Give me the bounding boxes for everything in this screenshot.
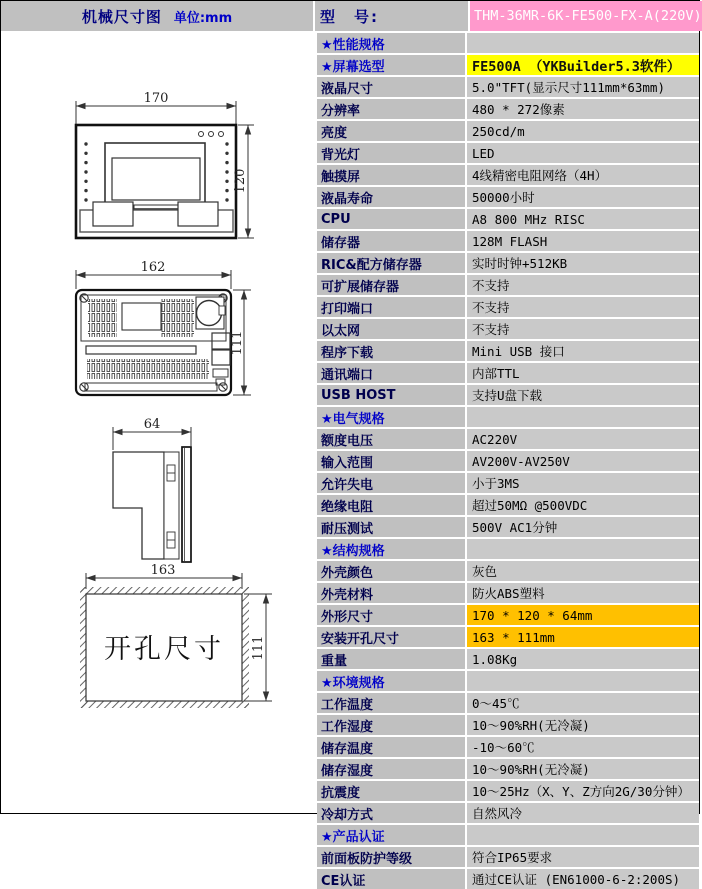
spec-label: RIC&配方储存器 <box>317 253 467 273</box>
spec-row <box>317 231 699 253</box>
spec-row <box>317 561 699 583</box>
spec-label: 耐压测试 <box>317 517 467 537</box>
spec-label: 冷却方式 <box>317 803 467 823</box>
spec-label: ★产品认证 <box>317 825 467 845</box>
spec-value: 10～90%RH(无冷凝) <box>467 715 699 735</box>
spec-value: 自然风冷 <box>467 803 699 823</box>
spec-value: 10～90%RH(无冷凝) <box>467 759 699 779</box>
mechanical-title: 机械尺寸图 <box>81 7 162 26</box>
spec-value: AC220V <box>467 429 699 449</box>
spec-value: 不支持 <box>467 297 699 317</box>
spec-label: 工作湿度 <box>317 715 467 735</box>
spec-value: AV200V-AV250V <box>467 451 699 471</box>
spec-row <box>317 187 699 209</box>
rear-vent-grid-left <box>88 299 117 337</box>
spec-value: FE500A （YKBuilder5.3软件） <box>467 55 699 75</box>
spec-row <box>317 869 699 889</box>
spec-section-row <box>317 33 699 55</box>
spec-value: 0～45℃ <box>467 693 699 713</box>
spec-row <box>317 781 699 803</box>
side-view-drawing <box>113 417 191 562</box>
spec-value: -10～60℃ <box>467 737 699 757</box>
spec-label: 液晶尺寸 <box>317 77 467 97</box>
spec-row <box>317 363 699 385</box>
spec-row <box>317 803 699 825</box>
cutout-height-dim-label: 111 <box>251 635 266 661</box>
spec-label: ★环境规格 <box>317 671 467 691</box>
spec-value: 防火ABS塑料 <box>467 583 699 603</box>
spec-row <box>317 517 699 539</box>
spec-label: 额度电压 <box>317 429 467 449</box>
spec-row <box>317 341 699 363</box>
front-width-dim-label: 170 <box>143 91 169 106</box>
spec-row <box>317 121 699 143</box>
spec-row <box>317 693 699 715</box>
spec-value: 170 * 120 * 64mm <box>467 605 699 625</box>
rear-battery <box>196 297 225 329</box>
cutout-drawing <box>80 563 272 708</box>
spec-value: 250cd/m <box>467 121 699 141</box>
spec-value: 5.0"TFT(显示尺寸111mm*63mm) <box>467 77 699 97</box>
spec-label: 背光灯 <box>317 143 467 163</box>
spec-value: LED <box>467 143 699 163</box>
spec-label: 安装开孔尺寸 <box>317 627 467 647</box>
spec-label: 前面板防护等级 <box>317 847 467 867</box>
mechanical-header-cell <box>1 1 315 31</box>
spec-value <box>467 33 699 53</box>
spec-section-row <box>317 671 699 693</box>
side-depth-dim-label: 64 <box>143 417 161 432</box>
spec-value: A8 800 MHz RISC <box>467 209 699 229</box>
rear-nameplate <box>122 303 161 330</box>
spec-value <box>467 671 699 691</box>
spec-row <box>317 451 699 473</box>
front-height-dim-label: 120 <box>233 168 248 194</box>
rear-slot <box>86 346 196 354</box>
spec-row <box>317 99 699 121</box>
spec-value: 实时时钟+512KB <box>467 253 699 273</box>
spec-value <box>467 539 699 559</box>
spec-value: 小于3MS <box>467 473 699 493</box>
spec-row <box>317 715 699 737</box>
spec-value: 4线精密电阻网络（4H） <box>467 165 699 185</box>
model-label: 型 号: <box>315 1 470 31</box>
spec-value: 内部TTL <box>467 363 699 383</box>
spec-label: 重量 <box>317 649 467 669</box>
spec-row <box>317 209 699 231</box>
spec-value: 1.08Kg <box>467 649 699 669</box>
spec-value: 10～25Hz（X、Y、Z方向2G/30分钟） <box>467 781 699 801</box>
spec-value: 500V AC1分钟 <box>467 517 699 537</box>
spec-row <box>317 143 699 165</box>
sheet-header <box>1 1 702 33</box>
spec-label: 程序下载 <box>317 341 467 361</box>
spec-label: 储存湿度 <box>317 759 467 779</box>
spec-label: CE认证 <box>317 869 467 889</box>
spec-table <box>317 33 699 889</box>
spec-value: 163 * 111mm <box>467 627 699 647</box>
spec-label: ★性能规格 <box>317 33 467 53</box>
spec-label: 液晶寿命 <box>317 187 467 207</box>
dimension-drawings-svg <box>1 33 317 815</box>
spec-row <box>317 275 699 297</box>
spec-row <box>317 253 699 275</box>
spec-row <box>317 759 699 781</box>
spec-label: 通讯端口 <box>317 363 467 383</box>
spec-row <box>317 495 699 517</box>
spec-section-row <box>317 825 699 847</box>
spec-row <box>317 165 699 187</box>
spec-label: 储存器 <box>317 231 467 251</box>
spec-row <box>317 583 699 605</box>
spec-label: USB HOST <box>317 385 467 405</box>
spec-label: CPU <box>317 209 467 229</box>
spec-value: 不支持 <box>467 275 699 295</box>
spec-value: 支持U盘下载 <box>467 385 699 405</box>
spec-label: 以太网 <box>317 319 467 339</box>
spec-row <box>317 737 699 759</box>
rear-height-dim-label: 111 <box>230 330 245 356</box>
spec-row <box>317 605 699 627</box>
spec-label: 允许失电 <box>317 473 467 493</box>
drawings-pane <box>1 33 317 813</box>
side-bezel-plate <box>182 447 191 562</box>
spec-value: 480 * 272像素 <box>467 99 699 119</box>
spec-label: 打印端口 <box>317 297 467 317</box>
rear-vent-grid-bottom <box>87 359 209 379</box>
spec-value: 灰色 <box>467 561 699 581</box>
spec-label: 触摸屏 <box>317 165 467 185</box>
spec-row <box>317 319 699 341</box>
spec-section-row <box>317 55 699 77</box>
spec-row <box>317 429 699 451</box>
spec-value: 不支持 <box>467 319 699 339</box>
front-view-drawing <box>76 91 254 238</box>
spec-value: 128M FLASH <box>467 231 699 251</box>
spec-row <box>317 473 699 495</box>
spec-value: 通过CE认证 (EN61000-6-2:200S) <box>467 869 699 889</box>
cutout-label: 开孔尺寸 <box>104 634 224 665</box>
spec-row <box>317 297 699 319</box>
rear-vent-grid-right <box>161 299 194 337</box>
cutout-width-dim-label: 163 <box>150 563 176 578</box>
unit-label: 单位:mm <box>173 10 233 26</box>
spec-label: 外形尺寸 <box>317 605 467 625</box>
spec-value <box>467 407 699 427</box>
spec-value: 超过50MΩ @500VDC <box>467 495 699 515</box>
model-value: THM-36MR-6K-FE500-FX-A(220V) <box>470 1 702 31</box>
spec-row <box>317 77 699 99</box>
spec-label: ★结构规格 <box>317 539 467 559</box>
spec-label: 工作温度 <box>317 693 467 713</box>
spec-value: Mini USB 接口 <box>467 341 699 361</box>
spec-label: ★屏幕选型 <box>317 55 467 75</box>
spec-label: 外壳材料 <box>317 583 467 603</box>
rear-width-dim-label: 162 <box>140 260 166 275</box>
spec-row <box>317 847 699 869</box>
spec-row <box>317 385 699 407</box>
spec-label: 抗震度 <box>317 781 467 801</box>
spec-value: 符合IP65要求 <box>467 847 699 867</box>
spec-label: 亮度 <box>317 121 467 141</box>
spec-label: 储存温度 <box>317 737 467 757</box>
spec-label: 可扩展储存器 <box>317 275 467 295</box>
spec-label: 外壳颜色 <box>317 561 467 581</box>
spec-row <box>317 649 699 671</box>
spec-label: 分辨率 <box>317 99 467 119</box>
spec-label: 绝缘电阻 <box>317 495 467 515</box>
spec-value: 50000小时 <box>467 187 699 207</box>
spec-section-row <box>317 407 699 429</box>
rear-view-drawing <box>76 260 251 395</box>
spec-row <box>317 627 699 649</box>
spec-section-row <box>317 539 699 561</box>
spec-value <box>467 825 699 845</box>
spec-label: 输入范围 <box>317 451 467 471</box>
spec-label: ★电气规格 <box>317 407 467 427</box>
